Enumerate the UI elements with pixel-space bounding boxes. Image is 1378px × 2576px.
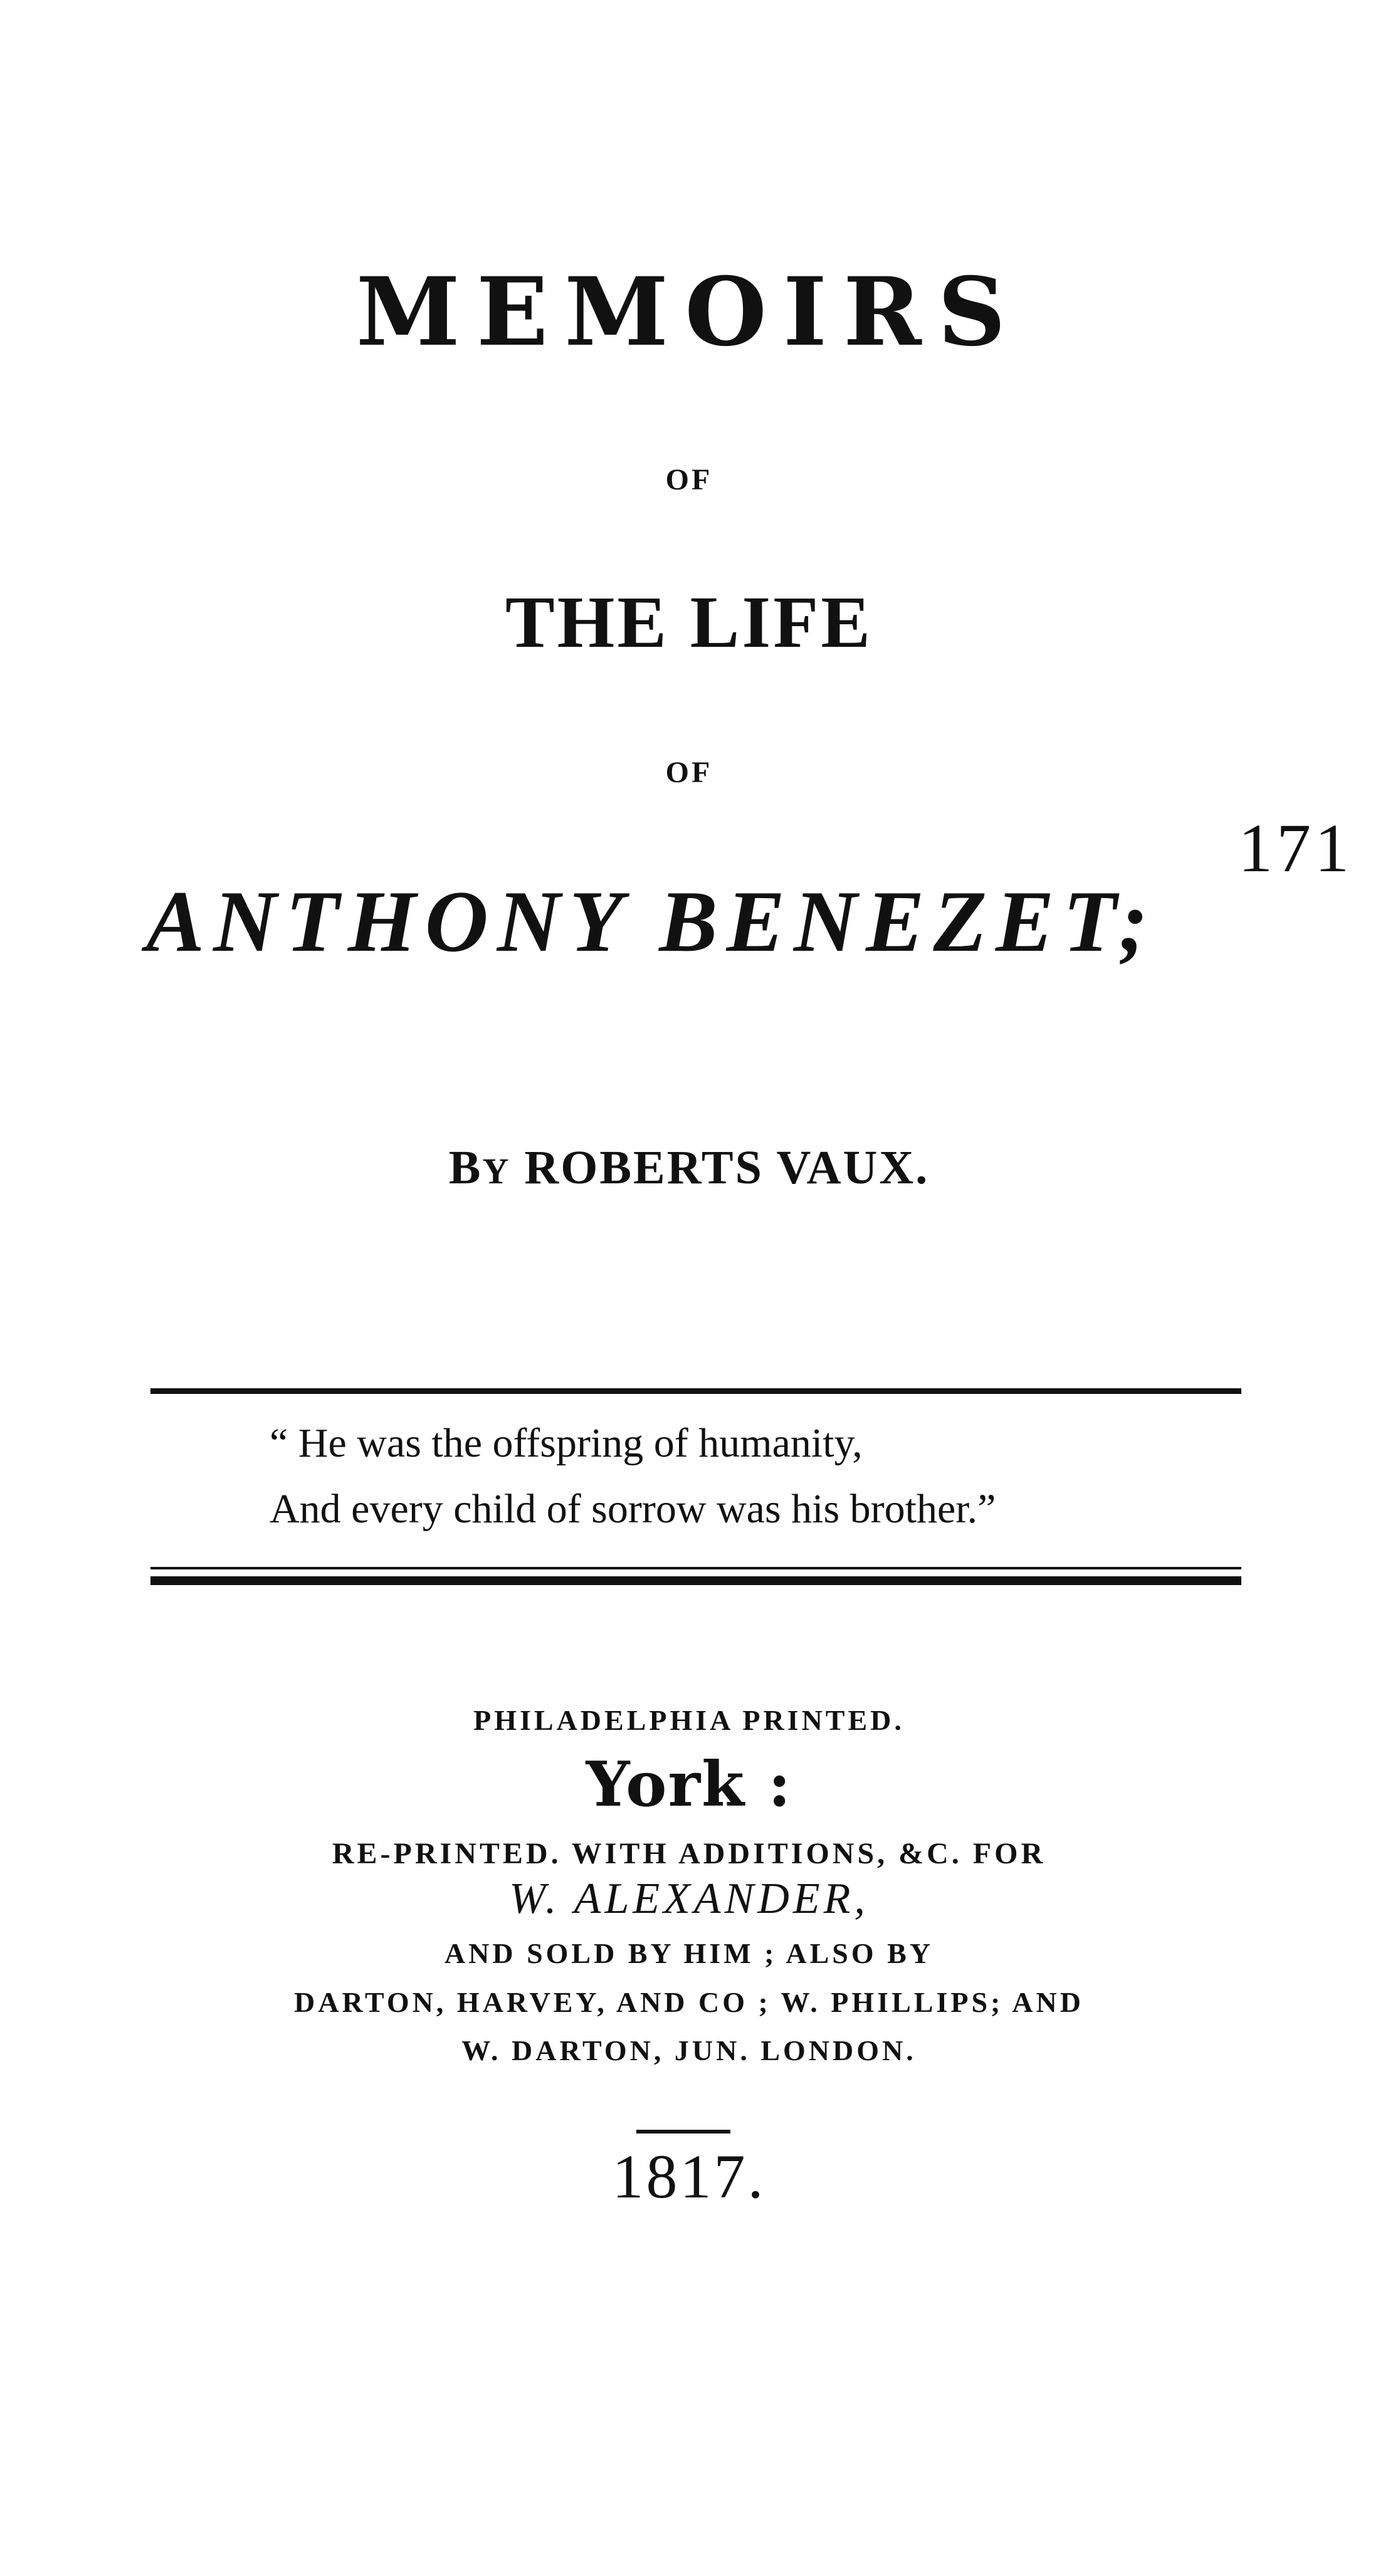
epigraph-top-rule (150, 1388, 1241, 1394)
epigraph-bottom-thin-rule (150, 1567, 1241, 1569)
epigraph-line-1: “ He was the offspring of humanity, (270, 1420, 863, 1466)
year-separator-rule (636, 2130, 730, 2134)
publisher-name: W. ALEXANDER, (509, 1875, 869, 1923)
sellers-line: DARTON, HARVEY, AND CO ; W. PHILLIPS; AND (294, 1986, 1084, 2018)
epigraph-line-2: And every child of sorrow was his brother.” (270, 1486, 996, 1532)
reprint-line: RE-PRINTED. WITH ADDITIONS, &C. FOR (332, 1837, 1046, 1870)
imprint-city: York : (586, 1749, 792, 1821)
author-prefix-rest: Y (482, 1151, 511, 1191)
title-connector-of-1: OF (665, 463, 713, 496)
author-line (0, 1141, 1378, 1195)
publication-year: 1817. (612, 2142, 766, 2211)
london-sellers-line: W. DARTON, JUN. LONDON. (461, 2034, 917, 2066)
title-connector-of-2: OF (665, 756, 713, 789)
sold-by-line: AND SOLD BY HIM ; ALSO BY (444, 1937, 934, 1969)
title-the-life: THE LIFE (505, 581, 873, 663)
author-prefix-initial: B (448, 1141, 483, 1194)
handwritten-margin-note: 171 (1238, 810, 1353, 886)
subject-name: ANTHONY BENEZET; (145, 873, 1157, 970)
author-name: ROBERTS VAUX. (510, 1141, 930, 1194)
original-printing-place: PHILADELPHIA PRINTED. (473, 1704, 905, 1736)
epigraph-bottom-thick-rule (150, 1576, 1241, 1585)
book-title: MEMOIRS (355, 257, 1023, 367)
